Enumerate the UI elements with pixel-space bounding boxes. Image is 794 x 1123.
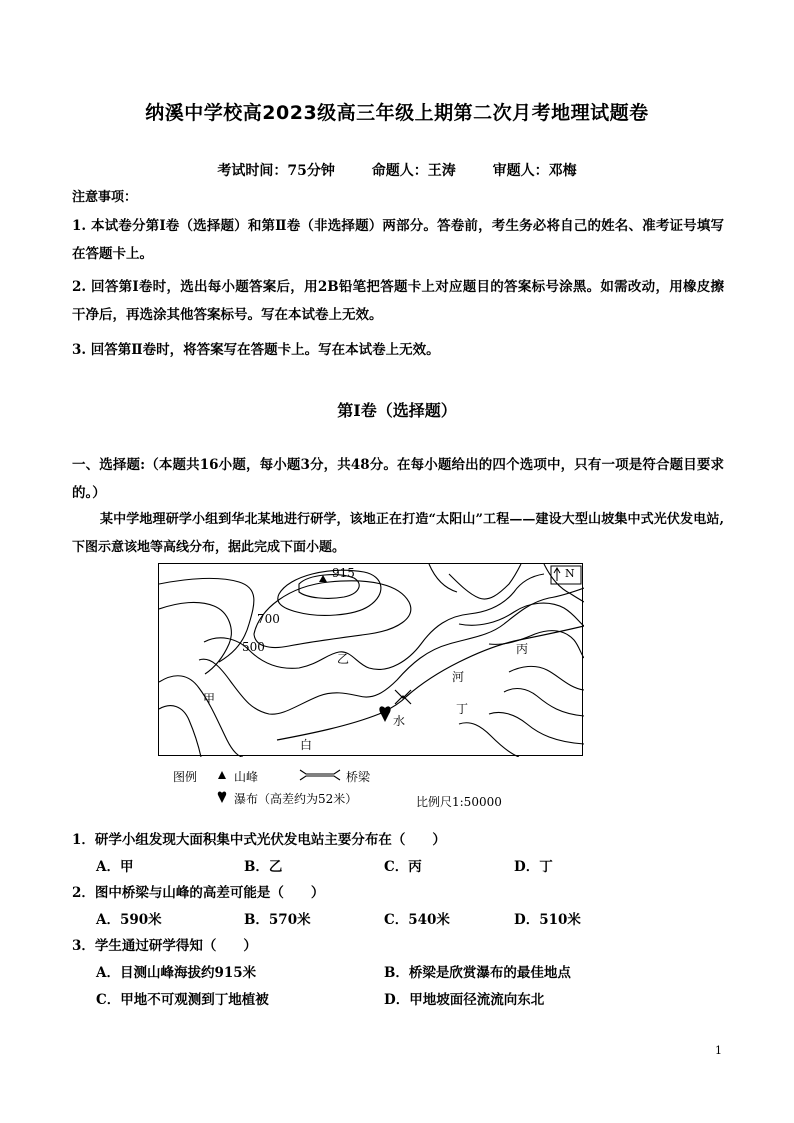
q3-option-a: A．目测山峰海拔约915米: [96, 965, 257, 981]
label-jia: 甲: [203, 692, 216, 706]
legend-peak-icon: [217, 770, 227, 780]
contour-map: [158, 563, 583, 756]
question-1: 1．研学小组发现大面积集中式光伏发电站主要分布在（ ）: [72, 832, 446, 848]
label-bing: 丙: [516, 642, 529, 656]
legend-title: 图例: [173, 770, 198, 784]
exam-setter: 命题人：王涛: [371, 163, 456, 179]
label-500: 500: [242, 640, 265, 654]
legend-waterfall-icon: [217, 790, 227, 804]
exam-title: 纳溪中学校高2023级高三年级上期第二次月考地理试题卷: [145, 102, 649, 124]
part1-intro: 某中学地理研学小组到华北某地进行研学，该地正在打造“太阳山”工程——建设大型山坡集中式光伏发电站,下图示意该地等高线分布，据此完成下面小题。: [72, 512, 724, 555]
bridge-symbol: [395, 690, 411, 704]
legend-peak-label: 山峰: [234, 770, 259, 784]
q2-option-c: C．540米: [384, 912, 450, 928]
label-ding: 丁: [456, 702, 469, 716]
q1-option-a: A．甲: [96, 859, 134, 875]
contour-lines: [159, 564, 584, 757]
note-item-2: 2. 回答第Ⅰ卷时，选出每小题答案后，用2B铅笔把答题卡上对应题目的答案标号涂黑。如需改动，用橡皮擦干净后，再选涂其他答案标号。写在本试卷上无效。: [72, 279, 724, 323]
label-north: N: [565, 567, 575, 580]
label-yi: 乙: [337, 652, 350, 666]
label-he: 河: [452, 670, 465, 684]
q1-option-b: B．乙: [244, 859, 283, 875]
q3-option-d: D．甲地坡面径流流向东北: [384, 992, 545, 1008]
question-3: 3．学生通过研学得知（ ）: [72, 938, 257, 954]
label-915: 915: [332, 566, 355, 580]
exam-time: 考试时间：75分钟: [217, 163, 335, 179]
label-shui: 水: [393, 714, 406, 728]
exam-meta: [0, 160, 794, 180]
page-number: 1: [715, 1044, 722, 1057]
legend-bridge-label: 桥梁: [346, 770, 371, 784]
legend-waterfall-label: 瀑布（高差约为52米）: [234, 792, 358, 806]
q1-option-d: D．丁: [514, 859, 553, 875]
legend-scale: 比例尺1:50000: [416, 795, 502, 809]
q3-option-c: C．甲地不可观测到丁地植被: [96, 992, 269, 1008]
q1-option-c: C．丙: [384, 859, 422, 875]
waterfall-icon: [379, 706, 390, 722]
section-title: 第Ⅰ卷（选择题）: [337, 401, 457, 420]
label-700: 700: [257, 612, 280, 626]
part1-heading: 一、选择题:（本题共16小题，每小题3分，共48分。在每小题给出的四个选项中，只有一项是符合题目要求的。）: [72, 457, 724, 501]
notes-heading: 注意事项：: [72, 190, 138, 205]
q2-option-b: B．570米: [244, 912, 311, 928]
note-item-3: 3. 回答第Ⅱ卷时，将答案写在答题卡上。写在本试卷上无效。: [72, 342, 440, 358]
exam-reviewer: 审题人：邓梅: [492, 163, 577, 179]
question-2: 2．图中桥梁与山峰的高差可能是（ ）: [72, 885, 325, 901]
label-bai: 白: [300, 738, 313, 752]
q2-option-d: D．510米: [514, 912, 581, 928]
q2-option-a: A．590米: [96, 912, 162, 928]
north-arrow-icon: [554, 568, 560, 581]
legend-bridge-icon: [298, 768, 342, 782]
note-item-1: 1. 本试卷分第Ⅰ卷（选择题）和第Ⅱ卷（非选择题）两部分。答卷前，考生务必将自己的姓名、准考证号填写在答题卡上。: [72, 218, 724, 262]
q3-option-b: B．桥梁是欣赏瀑布的最佳地点: [384, 965, 571, 981]
